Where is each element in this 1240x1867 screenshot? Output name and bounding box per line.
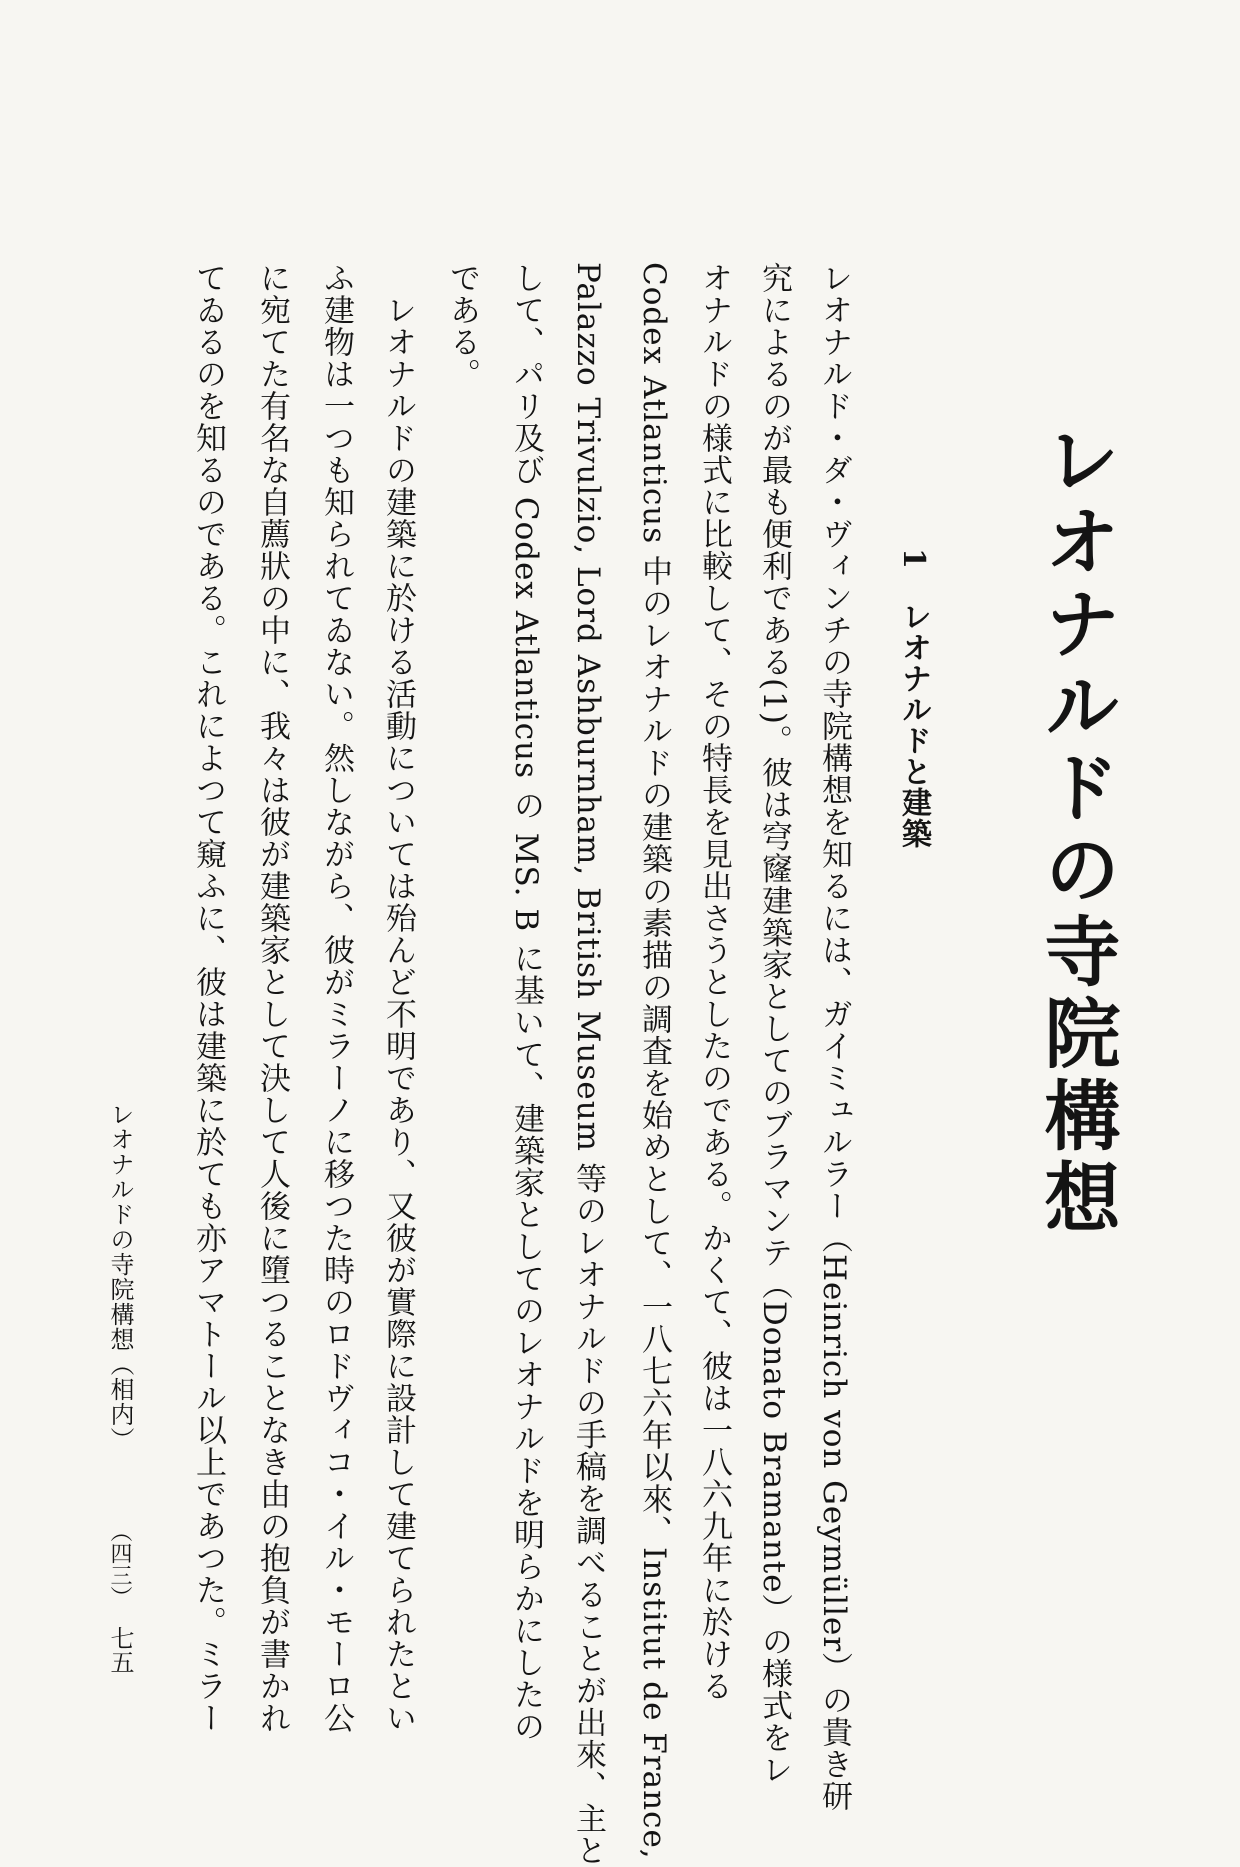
page-number: 七五 — [106, 1626, 134, 1674]
body-line-2: 究によるのが最も便利である(1)。彼は穹窿建築家としてのブラマンテ（Donato Bramante）の様式をレ — [756, 262, 792, 1786]
body-line-4: Codex Atlanticus 中のレオナルドの建築の素描の調査を始めとして、一八七六年以來、Institut de France, — [636, 262, 672, 1860]
body-line-1: レオナルド・ダ・ヴィンチの寺院構想を知るには、ガイミュルラー（Heinrich von Geymüller）の貴き研 — [816, 262, 852, 1813]
body-line-8: レオナルドの建築に於ける活動については殆んど不明であり、又彼が實際に設計して建てられたとい — [380, 262, 416, 1734]
body-line-7: である。 — [444, 262, 480, 390]
body-line-9: ふ建物は一つも知られてゐない。然しながら、彼がミラーノに移つた時のロドヴィコ・イル・モーロ公 — [318, 262, 354, 1734]
running-title: レオナルドの寺院構想（相内） — [106, 1102, 134, 1452]
body-line-3: オナルドの様式に比較して、その特長を見出さうとしたのである。かくて、彼は一八六九年に於ける — [696, 262, 732, 1702]
section-heading: 1 レオナルドと建築 — [896, 548, 931, 849]
body-line-11: てゐるのを知るのである。これによつて窺ふに、彼は建築に於ても亦アマトール以上であつた。ミラー — [190, 262, 226, 1734]
body-line-5: Palazzo Trivulzio, Lord Ashburnham, British Museum 等のレオナルドの手稿を調べることが出來、主と — [570, 262, 606, 1867]
section-page-number: （四三） — [107, 1520, 132, 1608]
page-title: レオナルドの寺院構想 — [1032, 420, 1121, 1240]
body-line-10: に宛てた有名な自薦狀の中に、我々は彼が建築家として決して人後に墮つることなき由の抱負が書かれ — [254, 262, 290, 1734]
body-line-6: して、パリ及び Codex Atlanticus の MS. B に基いて、建築家としてのレオナルドを明らかにしたの — [508, 262, 544, 1743]
